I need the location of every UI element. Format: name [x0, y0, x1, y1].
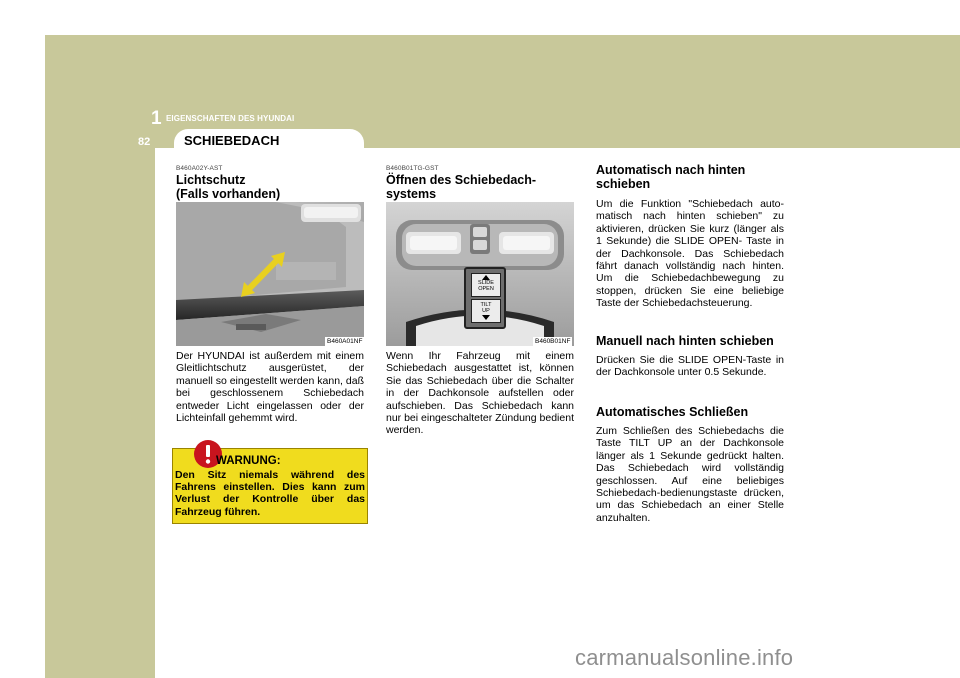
- sunshade-photo: [176, 202, 364, 346]
- watermark: carmanualsonline.info: [575, 645, 794, 670]
- col1-body: Der HYUNDAI ist außerdem mit einem Gleitlichtschutz ausgerüstet, der manuell so eingestellt werden kann, daß bei geschlossenem Schiebedach entweder Licht eingelassen oder der Lichteinfall gehemmt wird.: [176, 350, 364, 425]
- slide-label: SLIDE: [478, 280, 494, 286]
- col3-heading1: [596, 163, 745, 191]
- col2-image-code: B460B01NF: [535, 338, 571, 345]
- col1-code: B460A02Y-AST: [176, 165, 223, 172]
- col3-heading2: Manuell nach hinten schieben: [596, 334, 774, 348]
- col2-code: B460B01TG-GST: [386, 165, 439, 172]
- col3-heading1-line1: Automatisch nach hinten: [596, 163, 746, 177]
- col1-heading: [176, 173, 280, 201]
- chapter-title: EIGENSCHAFTEN DES HYUNDAI: [166, 114, 295, 123]
- col3-body3: Zum Schließen des Schiebedachs die Taste TILT UP an der Dachkonsole länger als 1 Sekunde gedrückt halten. Das Schiebedach wird vollständig geschlossen. Auf eine beliebiges Schiebedach-bedienungstaste drücken, um das Schiebedach an einer Stelle anzuhalten.: [596, 425, 784, 524]
- col3-heading1-line2: schieben: [596, 177, 651, 191]
- arrow-down-icon: [482, 315, 490, 320]
- chapter-number: 1: [151, 108, 162, 129]
- sunshade-illustration: [176, 202, 364, 346]
- warning-text: Den Sitz niemals während des Fahrens einstellen. Dies kann zum Verlust der Kontrolle über das Fahrzeug führen.: [175, 469, 365, 518]
- col2-heading-line2: systems: [386, 187, 437, 201]
- col3-body1: Um die Funktion "Schiebedach auto-matisch nach hinten schieben" zu aktivieren, drücken Sie kurz (länger als 1 Sekunde) die SLIDE OPEN- Taste in der Dachkonsole. Das Schiebedach fährt danach vollständig nach hinten. Um die Schiebedachbewegung zu stoppen, drücken Sie eine beliebige Taste der Schiebedachsteuerung.: [596, 198, 784, 310]
- open-label: OPEN: [478, 286, 494, 292]
- col1-image-code: B460A01NF: [327, 338, 363, 345]
- col3-body2: Drücken Sie die SLIDE OPEN-Taste in der Dachkonsole unter 0.5 Sekunde.: [596, 354, 784, 379]
- tilt-label: TILT: [480, 302, 492, 308]
- col1-heading-line2: (Falls vorhanden): [176, 187, 281, 201]
- col2-heading-line1: Öffnen des Schiebedach-: [386, 173, 537, 187]
- overhead-console-photo: [386, 202, 574, 346]
- col3-heading3: Automatisches Schließen: [596, 405, 749, 419]
- section-title: SCHIEBEDACH: [184, 133, 280, 148]
- slide-open-button[interactable]: [471, 273, 501, 297]
- page-number: 82: [138, 136, 151, 148]
- col2-body: Wenn Ihr Fahrzeug mit einem Schiebedach ausgestattet ist, können Sie das Schiebedach über die Schalter in der Dachkonsole aufstellen oder aufschieben. Das Schiebedach kann nur bei eingeschalteter Zündung bedient werden.: [386, 350, 574, 437]
- warning-title: WARNUNG:: [216, 455, 281, 467]
- col2-heading: [386, 173, 536, 201]
- up-label: UP: [482, 308, 490, 314]
- tilt-up-button[interactable]: [471, 299, 501, 323]
- col1-heading-line1: Lichtschutz: [176, 173, 246, 187]
- sunroof-switch-panel: [464, 267, 506, 329]
